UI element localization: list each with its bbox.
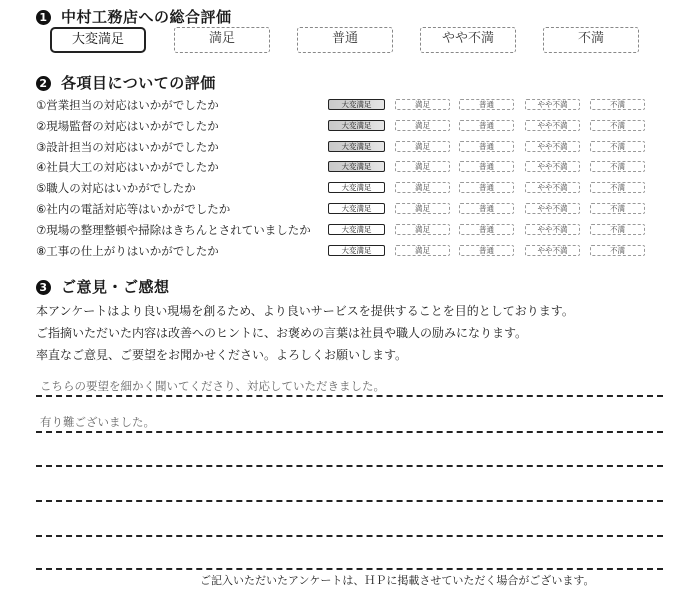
rating-option-satisfied[interactable]: 満足 — [395, 141, 450, 152]
intro-line-2: ご指摘いただいた内容は改善へのヒントに、お褒めの言葉は社員や職人の励みになります。 — [36, 326, 528, 340]
comment-text: 有り難ございました。 — [40, 415, 155, 429]
rating-option-satisfied[interactable]: 満足 — [395, 203, 450, 214]
comment-line[interactable] — [36, 395, 663, 397]
overall-option-neutral[interactable]: 普通 — [297, 27, 393, 53]
rating-option-satisfied[interactable]: 満足 — [395, 120, 450, 131]
rating-option-dissatisfied[interactable]: 不満 — [590, 224, 645, 235]
rating-option-dissatisfied[interactable]: 不満 — [590, 141, 645, 152]
rating-option-dissatisfied[interactable]: 不満 — [590, 161, 645, 172]
rating-option-dissatisfied[interactable]: 不満 — [590, 203, 645, 214]
question-label: ⑧工事の仕上がりはいかがでしたか — [36, 244, 219, 258]
question-label: ⑤職人の対応はいかがでしたか — [36, 181, 196, 195]
question-label: ①営業担当の対応はいかがでしたか — [36, 98, 219, 112]
overall-option-dissatisfied[interactable]: 不満 — [543, 27, 639, 53]
comment-line[interactable] — [36, 431, 663, 433]
section3-heading — [36, 276, 170, 297]
comment-text: こちらの要望を細かく聞いてくださり、対応していただきました。 — [40, 379, 385, 393]
comment-line[interactable] — [36, 568, 663, 570]
rating-option-neutral[interactable]: 普通 — [459, 203, 514, 214]
section2-title: 各項目についての評価 — [61, 74, 216, 92]
rating-option-satisfied[interactable]: 満足 — [395, 245, 450, 256]
rating-option-neutral[interactable]: 普通 — [459, 99, 514, 110]
rating-option-somewhat-dissatisfied[interactable]: やや不満 — [525, 141, 580, 152]
rating-option-somewhat-dissatisfied[interactable]: やや不満 — [525, 203, 580, 214]
overall-option-somewhat-dissatisfied[interactable]: やや不満 — [420, 27, 516, 53]
section3-number-badge: 3 — [36, 280, 51, 295]
rating-option-very-satisfied[interactable]: 大変満足 — [328, 120, 385, 131]
rating-option-very-satisfied[interactable]: 大変満足 — [328, 182, 385, 193]
section1-number-badge: 1 — [36, 10, 51, 25]
rating-option-satisfied[interactable]: 満足 — [395, 224, 450, 235]
rating-option-satisfied[interactable]: 満足 — [395, 182, 450, 193]
rating-option-somewhat-dissatisfied[interactable]: やや不満 — [525, 120, 580, 131]
intro-line-1: 本アンケートはより良い現場を創るため、より良いサービスを提供することを目的としております。 — [36, 304, 574, 318]
section2-number-badge: 2 — [36, 76, 51, 91]
overall-option-very-satisfied[interactable]: 大変満足 — [50, 27, 146, 53]
question-label: ④社員大工の対応はいかがでしたか — [36, 160, 219, 174]
comment-line[interactable] — [36, 500, 663, 502]
intro-line-3: 率直なご意見、ご要望をお聞かせください。よろしくお願いします。 — [36, 348, 408, 362]
rating-option-neutral[interactable]: 普通 — [459, 120, 514, 131]
rating-option-very-satisfied[interactable]: 大変満足 — [328, 99, 385, 110]
section3-title: ご意見・ご感想 — [61, 278, 170, 296]
footer-note: ご記入いただいたアンケートは、ＨＰに掲載させていただく場合がございます。 — [200, 574, 595, 587]
rating-option-dissatisfied[interactable]: 不満 — [590, 182, 645, 193]
rating-option-somewhat-dissatisfied[interactable]: やや不満 — [525, 99, 580, 110]
rating-option-somewhat-dissatisfied[interactable]: やや不満 — [525, 161, 580, 172]
section1-title: 中村工務店への総合評価 — [61, 8, 232, 26]
rating-option-satisfied[interactable]: 満足 — [395, 161, 450, 172]
question-label: ⑦現場の整理整頓や掃除はきちんとされていましたか — [36, 223, 311, 237]
rating-option-very-satisfied[interactable]: 大変満足 — [328, 141, 385, 152]
question-label: ②現場監督の対応はいかがでしたか — [36, 119, 219, 133]
rating-option-satisfied[interactable]: 満足 — [395, 99, 450, 110]
section1-heading — [36, 6, 232, 27]
rating-option-very-satisfied[interactable]: 大変満足 — [328, 224, 385, 235]
rating-option-very-satisfied[interactable]: 大変満足 — [328, 161, 385, 172]
comment-line[interactable] — [36, 535, 663, 537]
question-label: ⑥社内の電話対応等はいかがでしたか — [36, 202, 231, 216]
section2-heading — [36, 72, 216, 93]
rating-option-neutral[interactable]: 普通 — [459, 182, 514, 193]
question-label: ③設計担当の対応はいかがでしたか — [36, 140, 219, 154]
rating-option-neutral[interactable]: 普通 — [459, 245, 514, 256]
rating-option-somewhat-dissatisfied[interactable]: やや不満 — [525, 224, 580, 235]
rating-option-neutral[interactable]: 普通 — [459, 224, 514, 235]
rating-option-somewhat-dissatisfied[interactable]: やや不満 — [525, 182, 580, 193]
rating-option-neutral[interactable]: 普通 — [459, 141, 514, 152]
rating-option-very-satisfied[interactable]: 大変満足 — [328, 203, 385, 214]
rating-option-somewhat-dissatisfied[interactable]: やや不満 — [525, 245, 580, 256]
rating-option-dissatisfied[interactable]: 不満 — [590, 99, 645, 110]
rating-option-very-satisfied[interactable]: 大変満足 — [328, 245, 385, 256]
rating-option-neutral[interactable]: 普通 — [459, 161, 514, 172]
rating-option-dissatisfied[interactable]: 不満 — [590, 245, 645, 256]
rating-option-dissatisfied[interactable]: 不満 — [590, 120, 645, 131]
overall-option-satisfied[interactable]: 満足 — [174, 27, 270, 53]
comment-line[interactable] — [36, 465, 663, 467]
